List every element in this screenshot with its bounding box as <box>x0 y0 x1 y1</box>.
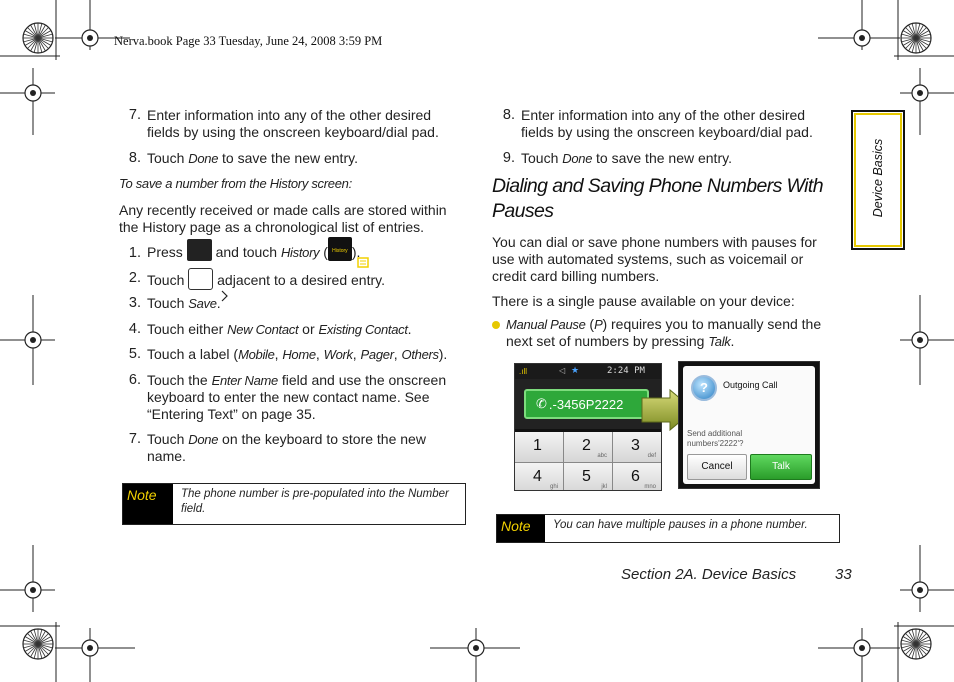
note-box-left <box>122 483 466 525</box>
volume-icon: ◁ <box>559 366 566 375</box>
status-time: 2:24 PM <box>607 366 645 376</box>
note-box-right <box>496 514 840 543</box>
star-icon: ★ <box>571 365 580 375</box>
step-6: 6. Touch the Enter Name field and use the onscreen keyboard to enter the new contact name. See “Entering Text” on page 35. <box>128 372 447 422</box>
step-7-top: 7. Enter information into any of the other desired fields by using the onscreen keyboard/dial pad. <box>128 107 439 140</box>
dial-key-3[interactable]: 3 def <box>613 432 661 462</box>
page-header: Nerva.book Page 33 Tuesday, June 24, 2008 3:59 PM <box>114 34 383 48</box>
note-label: Note <box>123 484 173 524</box>
question-icon: ? <box>691 375 717 401</box>
cancel-button[interactable]: Cancel <box>687 454 747 480</box>
note-text: You can have multiple pauses in a phone number. <box>553 519 808 531</box>
section-side-tab <box>851 110 905 250</box>
signal-icon: .ıll <box>519 367 527 376</box>
footer-section: Section 2A. Device Basics <box>621 566 797 583</box>
step-8-right: 8. Enter information into any of the other desired fields by using the onscreen keyboard/dial pad. <box>502 107 813 140</box>
dial-key-4[interactable]: 4 ghi <box>515 463 563 491</box>
dialog-message: Send additional numbers'2222'? <box>687 429 744 448</box>
dialog-screenshot <box>678 361 820 489</box>
pauses-intro: You can dial or save phone numbers with pauses for use with automated systems, such as voicemail or credit card billing numbers. <box>492 234 817 284</box>
step-9-right: 9. Touch Done to save the new entry. <box>502 150 732 166</box>
side-tab-label: Device Basics <box>871 138 885 218</box>
section-heading: Dialing and Saving Phone Numbers With Pauses <box>492 175 823 222</box>
dial-key-5[interactable]: 5 jkl <box>564 463 612 491</box>
step-8-top: 8. Touch Done to save the new entry. <box>128 150 358 166</box>
history-intro: Any recently received or made calls are stored within the History page as a chronological list of entries. <box>119 202 447 235</box>
dial-pad <box>515 432 661 491</box>
step-4: 4. Touch either New Contact or Existing Contact. <box>128 321 412 337</box>
chevron-right-icon <box>188 268 213 290</box>
note-text: The phone number is pre-populated into the Number field. <box>181 488 449 515</box>
manual-pause-bullet: Manual Pause (P) requires you to manually send the next set of numbers by pressing Talk. <box>506 316 822 349</box>
status-bar <box>515 364 661 379</box>
talk-key-icon <box>187 239 212 261</box>
step-1: 1. Press and touch History ( History ). <box>114 244 460 261</box>
pauses-single: There is a single pause available on your device: <box>492 293 795 309</box>
page-number: 33 <box>835 566 852 583</box>
outgoing-call-dialog <box>683 366 815 484</box>
history-subhead: To save a number from the History screen: <box>119 176 352 191</box>
dial-key-1[interactable]: 1 <box>515 432 563 462</box>
note-label: Note <box>497 515 545 542</box>
talk-button[interactable]: Talk <box>750 454 812 480</box>
dial-key-6[interactable]: 6 mno <box>613 463 661 491</box>
step-3: 3. Touch Save. <box>128 295 221 311</box>
step-7: 7. Touch Done on the keyboard to store the new name. <box>128 431 426 464</box>
dialog-title: Outgoing Call <box>723 380 778 390</box>
history-icon: History <box>328 237 352 261</box>
phone-icon: ✆ <box>536 396 547 411</box>
step-5: 5. Touch a label (Mobile, Home, Work, Pager, Others). <box>128 346 448 362</box>
dialed-number-field[interactable]: ✆ .-3456P2222 <box>524 389 649 419</box>
bullet-dot <box>492 321 500 329</box>
step-2: 2. Touch adjacent to a desired entry. <box>114 270 460 290</box>
dial-key-2[interactable]: 2 abc <box>564 432 612 462</box>
